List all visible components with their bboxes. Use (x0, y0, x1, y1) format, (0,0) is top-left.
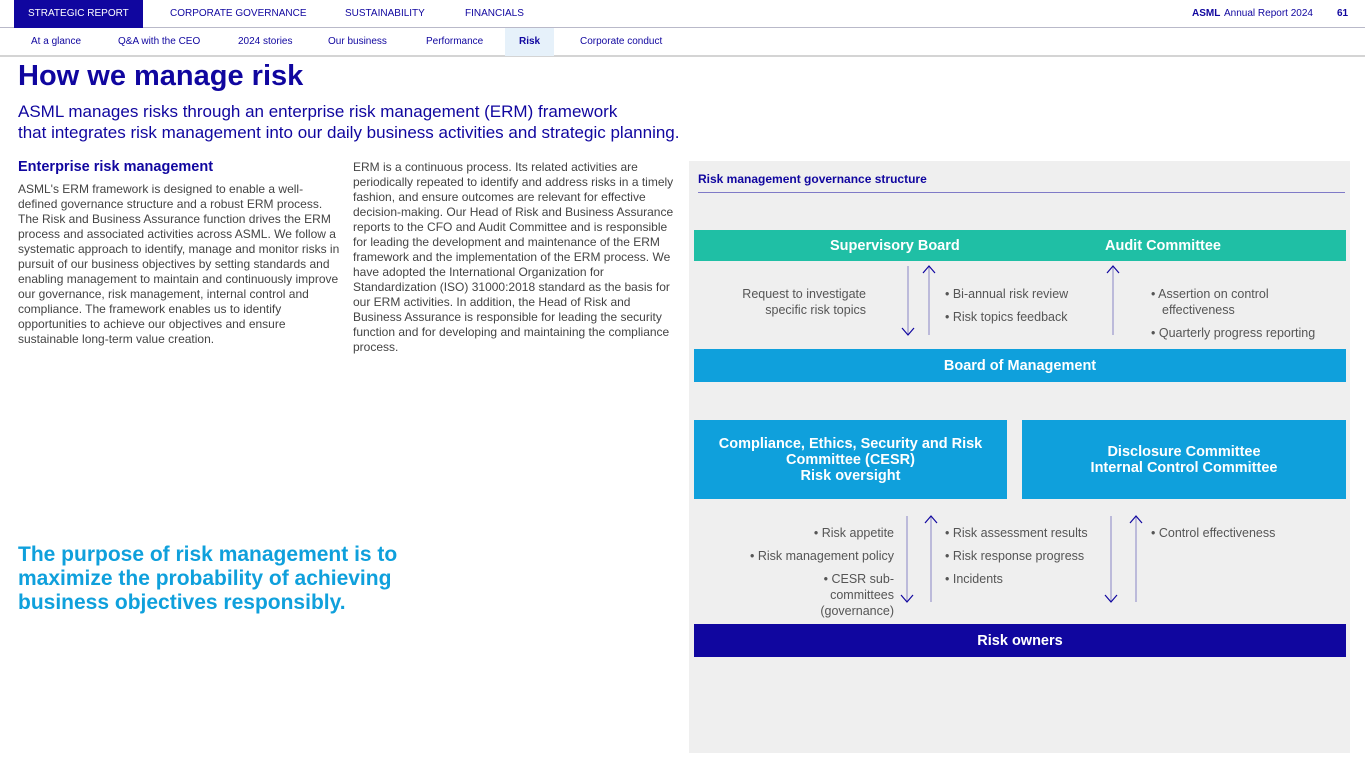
lead-line: that integrates risk management into our daily business activities and strategic planning. (18, 123, 680, 142)
subtab-qa-ceo[interactable]: Q&A with the CEO (118, 36, 201, 47)
pull-quote: The purpose of risk management is to maximize the probability of achieving business objectives responsibly. (18, 543, 398, 614)
list-item: • Control effectiveness (1151, 526, 1276, 540)
cesr-line: Risk oversight (800, 467, 901, 484)
subtab-2024-stories[interactable]: 2024 stories (238, 36, 293, 47)
request-text: Request to investigate specific risk topics (742, 287, 866, 317)
subtab-corporate-conduct[interactable]: Corporate conduct (580, 36, 663, 47)
cesr-down-list (730, 525, 894, 626)
brand: ASML (1192, 8, 1221, 19)
cesr-line: Committee (CESR) (786, 451, 915, 468)
audit-committee: Audit Committee (1105, 237, 1221, 254)
tab-sustainability[interactable]: SUSTAINABILITY (345, 8, 425, 19)
report-title: Annual Report 2024 (1224, 8, 1313, 19)
arrow-down-icon (901, 516, 913, 602)
arrow-up-icon (925, 516, 937, 602)
subtab-our-business[interactable]: Our business (328, 36, 387, 47)
cesr-up-list (945, 525, 1105, 594)
list-item: • Bi-annual risk review (945, 287, 1069, 301)
list-item: • Quarterly progress reporting (1151, 326, 1316, 340)
list-item: • Risk appetite (813, 526, 894, 540)
arrow-up-icon (1130, 516, 1142, 602)
disclosure-line: Disclosure Committee (1107, 443, 1261, 460)
list-item: • Risk management policy (749, 549, 894, 563)
list-item: • Assertion on control effectiveness (1151, 287, 1269, 317)
risk-owners: Risk owners (694, 624, 1346, 657)
cesr-line: Compliance, Ethics, Security and Risk (718, 435, 983, 452)
subtab-risk[interactable]: Risk (505, 28, 554, 56)
cesr-box (694, 420, 1007, 499)
subtab-performance[interactable]: Performance (426, 36, 484, 47)
sb-feedback-list (945, 286, 1105, 332)
page-number: 61 (1337, 8, 1349, 19)
body-col-1: ASML's ERM framework is designed to enable a well-defined governance structure and a robust ERM process. The Risk and Business Assurance function drives the ERM process and associated activities across ASML. We follow a systematic approach to identify, manage and monitor risks in pursuit of our business objectives by setting standards and enabling management to maintain and continuously improve our governance, risk management, internal control and compliance. The framework enables us to identify opportunities to achieve our objectives and ensure sustainable long-term value creation. (18, 182, 340, 346)
lead-line: ASML manages risks through an enterprise risk management (ERM) framework (18, 102, 618, 121)
diagram-title: Risk management governance structure (698, 172, 927, 186)
arrow-up-icon (1107, 266, 1119, 335)
tab-strategic-report[interactable]: STRATEGIC REPORT (14, 0, 143, 28)
body-col-2: ERM is a continuous process. Its related activities are periodically repeated to identify and address risks in a timely fashion, and ensure outcomes are relevant for effective decision-making. Our Head of Risk and Business Assurance reports to the CFO and Audit Committee and is responsible for leading the development and maintenance of the ERM framework and the implementation of the ERM process. We have adopted the International Organization for Standardization (ISO) 31000:2018 standard as the basis for our ERM activities. In addition, the Head of Risk and Business Assurance is responsible for leading the security function and for developing and maintaining the compliance process. (353, 160, 674, 354)
section-heading: Enterprise risk management (18, 159, 214, 175)
list-item: • Risk response progress (945, 549, 1085, 563)
disclosure-box (1022, 420, 1346, 499)
list-item: • Risk assessment results (945, 526, 1088, 540)
disclosure-line: Internal Control Committee (1090, 459, 1278, 476)
subtab-at-a-glance[interactable]: At a glance (31, 36, 82, 47)
arrow-up-icon (923, 266, 935, 335)
list-item: • Risk topics feedback (945, 310, 1068, 324)
arrow-down-icon (1105, 516, 1117, 602)
list-item: • CESR sub-committees (governance) (820, 572, 894, 618)
arrow-down-icon (902, 266, 914, 335)
tab-financials[interactable]: FINANCIALS (465, 8, 524, 19)
page-title: How we manage risk (18, 60, 304, 92)
board-of-management: Board of Management (694, 349, 1346, 382)
dc-up-list (1151, 525, 1341, 548)
tab-corporate-governance[interactable]: CORPORATE GOVERNANCE (170, 8, 307, 19)
list-item: • Incidents (945, 572, 1003, 586)
supervisory-board: Supervisory Board (830, 237, 960, 254)
ac-feedback-list (1151, 286, 1341, 348)
